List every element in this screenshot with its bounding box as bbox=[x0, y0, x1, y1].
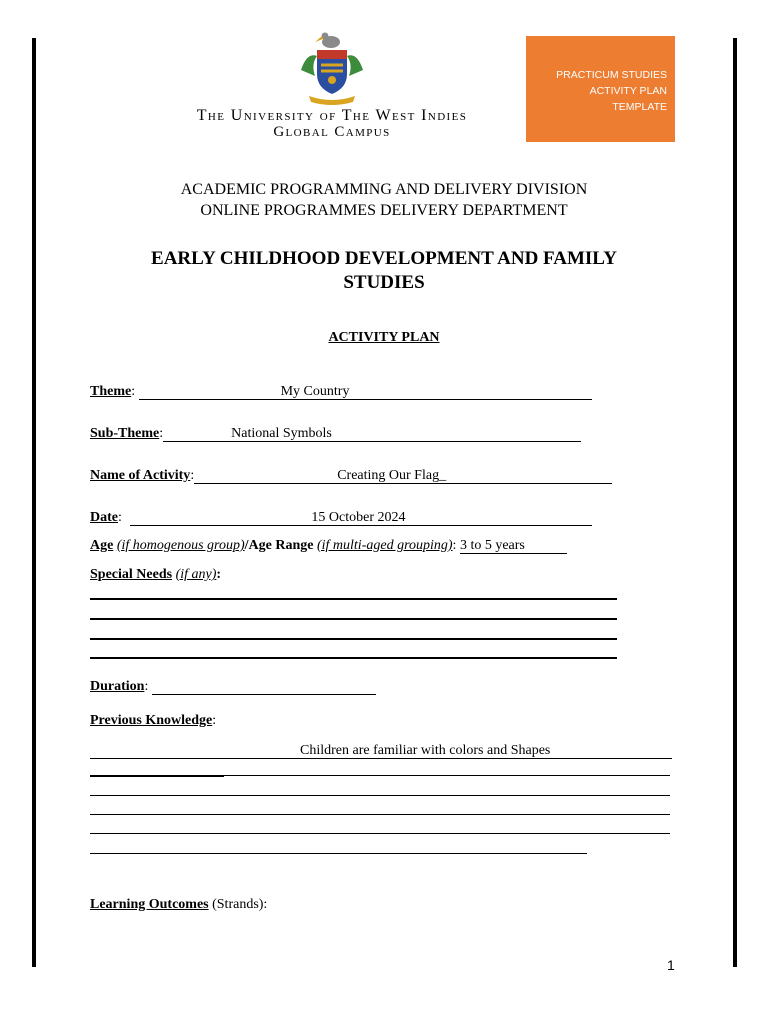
special-needs-line[interactable] bbox=[90, 638, 617, 640]
subtheme-field: Sub-Theme: National Symbols bbox=[90, 426, 581, 442]
activity-name-value: Creating Our Flag_ bbox=[337, 468, 447, 483]
special-needs-line[interactable] bbox=[90, 657, 617, 659]
age-value[interactable]: 3 to 5 years bbox=[460, 538, 567, 554]
special-needs-field: Special Needs (if any): bbox=[90, 567, 222, 582]
activity-name-label: Name of Activity bbox=[90, 468, 191, 483]
previous-knowledge-line[interactable] bbox=[90, 853, 587, 854]
date-label: Date bbox=[90, 510, 118, 525]
age-label: Age bbox=[90, 538, 114, 553]
theme-value: My Country bbox=[280, 384, 350, 399]
age-note: (if homogenous group) bbox=[116, 538, 245, 553]
previous-knowledge-field: Previous Knowledge: bbox=[90, 713, 217, 728]
page-border-left bbox=[32, 38, 36, 967]
duration-input[interactable] bbox=[152, 679, 376, 695]
document-title-line2: STUDIES bbox=[343, 272, 425, 293]
previous-knowledge-line[interactable] bbox=[90, 833, 670, 834]
activity-name-field: Name of Activity: Creating Our Flag_ bbox=[90, 468, 612, 484]
special-needs-note: (if any) bbox=[175, 567, 217, 582]
duration-field: Duration: bbox=[90, 679, 376, 695]
previous-knowledge-label: Previous Knowledge bbox=[90, 713, 213, 728]
special-needs-line[interactable] bbox=[90, 598, 617, 600]
previous-knowledge-line[interactable] bbox=[90, 795, 670, 796]
subtheme-label: Sub-Theme bbox=[90, 426, 160, 441]
page-border-right bbox=[733, 38, 737, 967]
page-number: 1 bbox=[667, 957, 675, 973]
division-heading: ACADEMIC PROGRAMMING AND DELIVERY DIVISION bbox=[180, 181, 588, 198]
badge-line: PRACTICUM STUDIES bbox=[556, 69, 667, 81]
campus-name: Global Campus bbox=[273, 124, 391, 140]
previous-knowledge-line-accent bbox=[90, 775, 224, 777]
badge-line: ACTIVITY PLAN bbox=[589, 85, 667, 97]
university-logo bbox=[138, 30, 526, 142]
university-name: The University of The West Indies bbox=[196, 107, 468, 124]
theme-label: Theme bbox=[90, 384, 132, 399]
previous-knowledge-line[interactable] bbox=[90, 814, 670, 815]
document-title-line1: EARLY CHILDHOOD DEVELOPMENT AND FAMILY bbox=[151, 248, 617, 269]
age-range-note: (if multi-aged grouping) bbox=[316, 538, 453, 553]
university-crest-icon bbox=[293, 30, 371, 106]
previous-knowledge-value: Children are familiar with colors and Shapes bbox=[300, 743, 551, 758]
theme-field: Theme: My Country bbox=[90, 384, 592, 400]
section-title: ACTIVITY PLAN bbox=[328, 330, 440, 345]
learning-outcomes-label: Learning Outcomes bbox=[90, 897, 209, 912]
subtheme-value: National Symbols bbox=[231, 426, 332, 441]
age-range-label: /Age Range bbox=[244, 538, 314, 553]
department-heading: ONLINE PROGRAMMES DELIVERY DEPARTMENT bbox=[200, 202, 568, 219]
special-needs-line[interactable] bbox=[90, 618, 617, 620]
previous-knowledge-input[interactable] bbox=[90, 743, 672, 759]
learning-outcomes-note: (Strands): bbox=[212, 897, 268, 912]
special-needs-label: Special Needs bbox=[90, 567, 173, 582]
template-badge bbox=[526, 36, 675, 142]
duration-label: Duration bbox=[90, 679, 145, 694]
date-value: 15 October 2024 bbox=[311, 510, 406, 525]
age-field: Age (if homogenous group)/Age Range (if multi-aged grouping): 3 to 5 years bbox=[90, 538, 567, 554]
date-input[interactable] bbox=[130, 510, 592, 526]
date-field: Date: 15 October 2024 bbox=[90, 510, 592, 526]
theme-input[interactable] bbox=[139, 384, 592, 400]
subtheme-input[interactable] bbox=[163, 426, 581, 442]
activity-name-input[interactable] bbox=[194, 468, 612, 484]
learning-outcomes-field bbox=[90, 897, 267, 913]
badge-line: TEMPLATE bbox=[612, 101, 667, 113]
